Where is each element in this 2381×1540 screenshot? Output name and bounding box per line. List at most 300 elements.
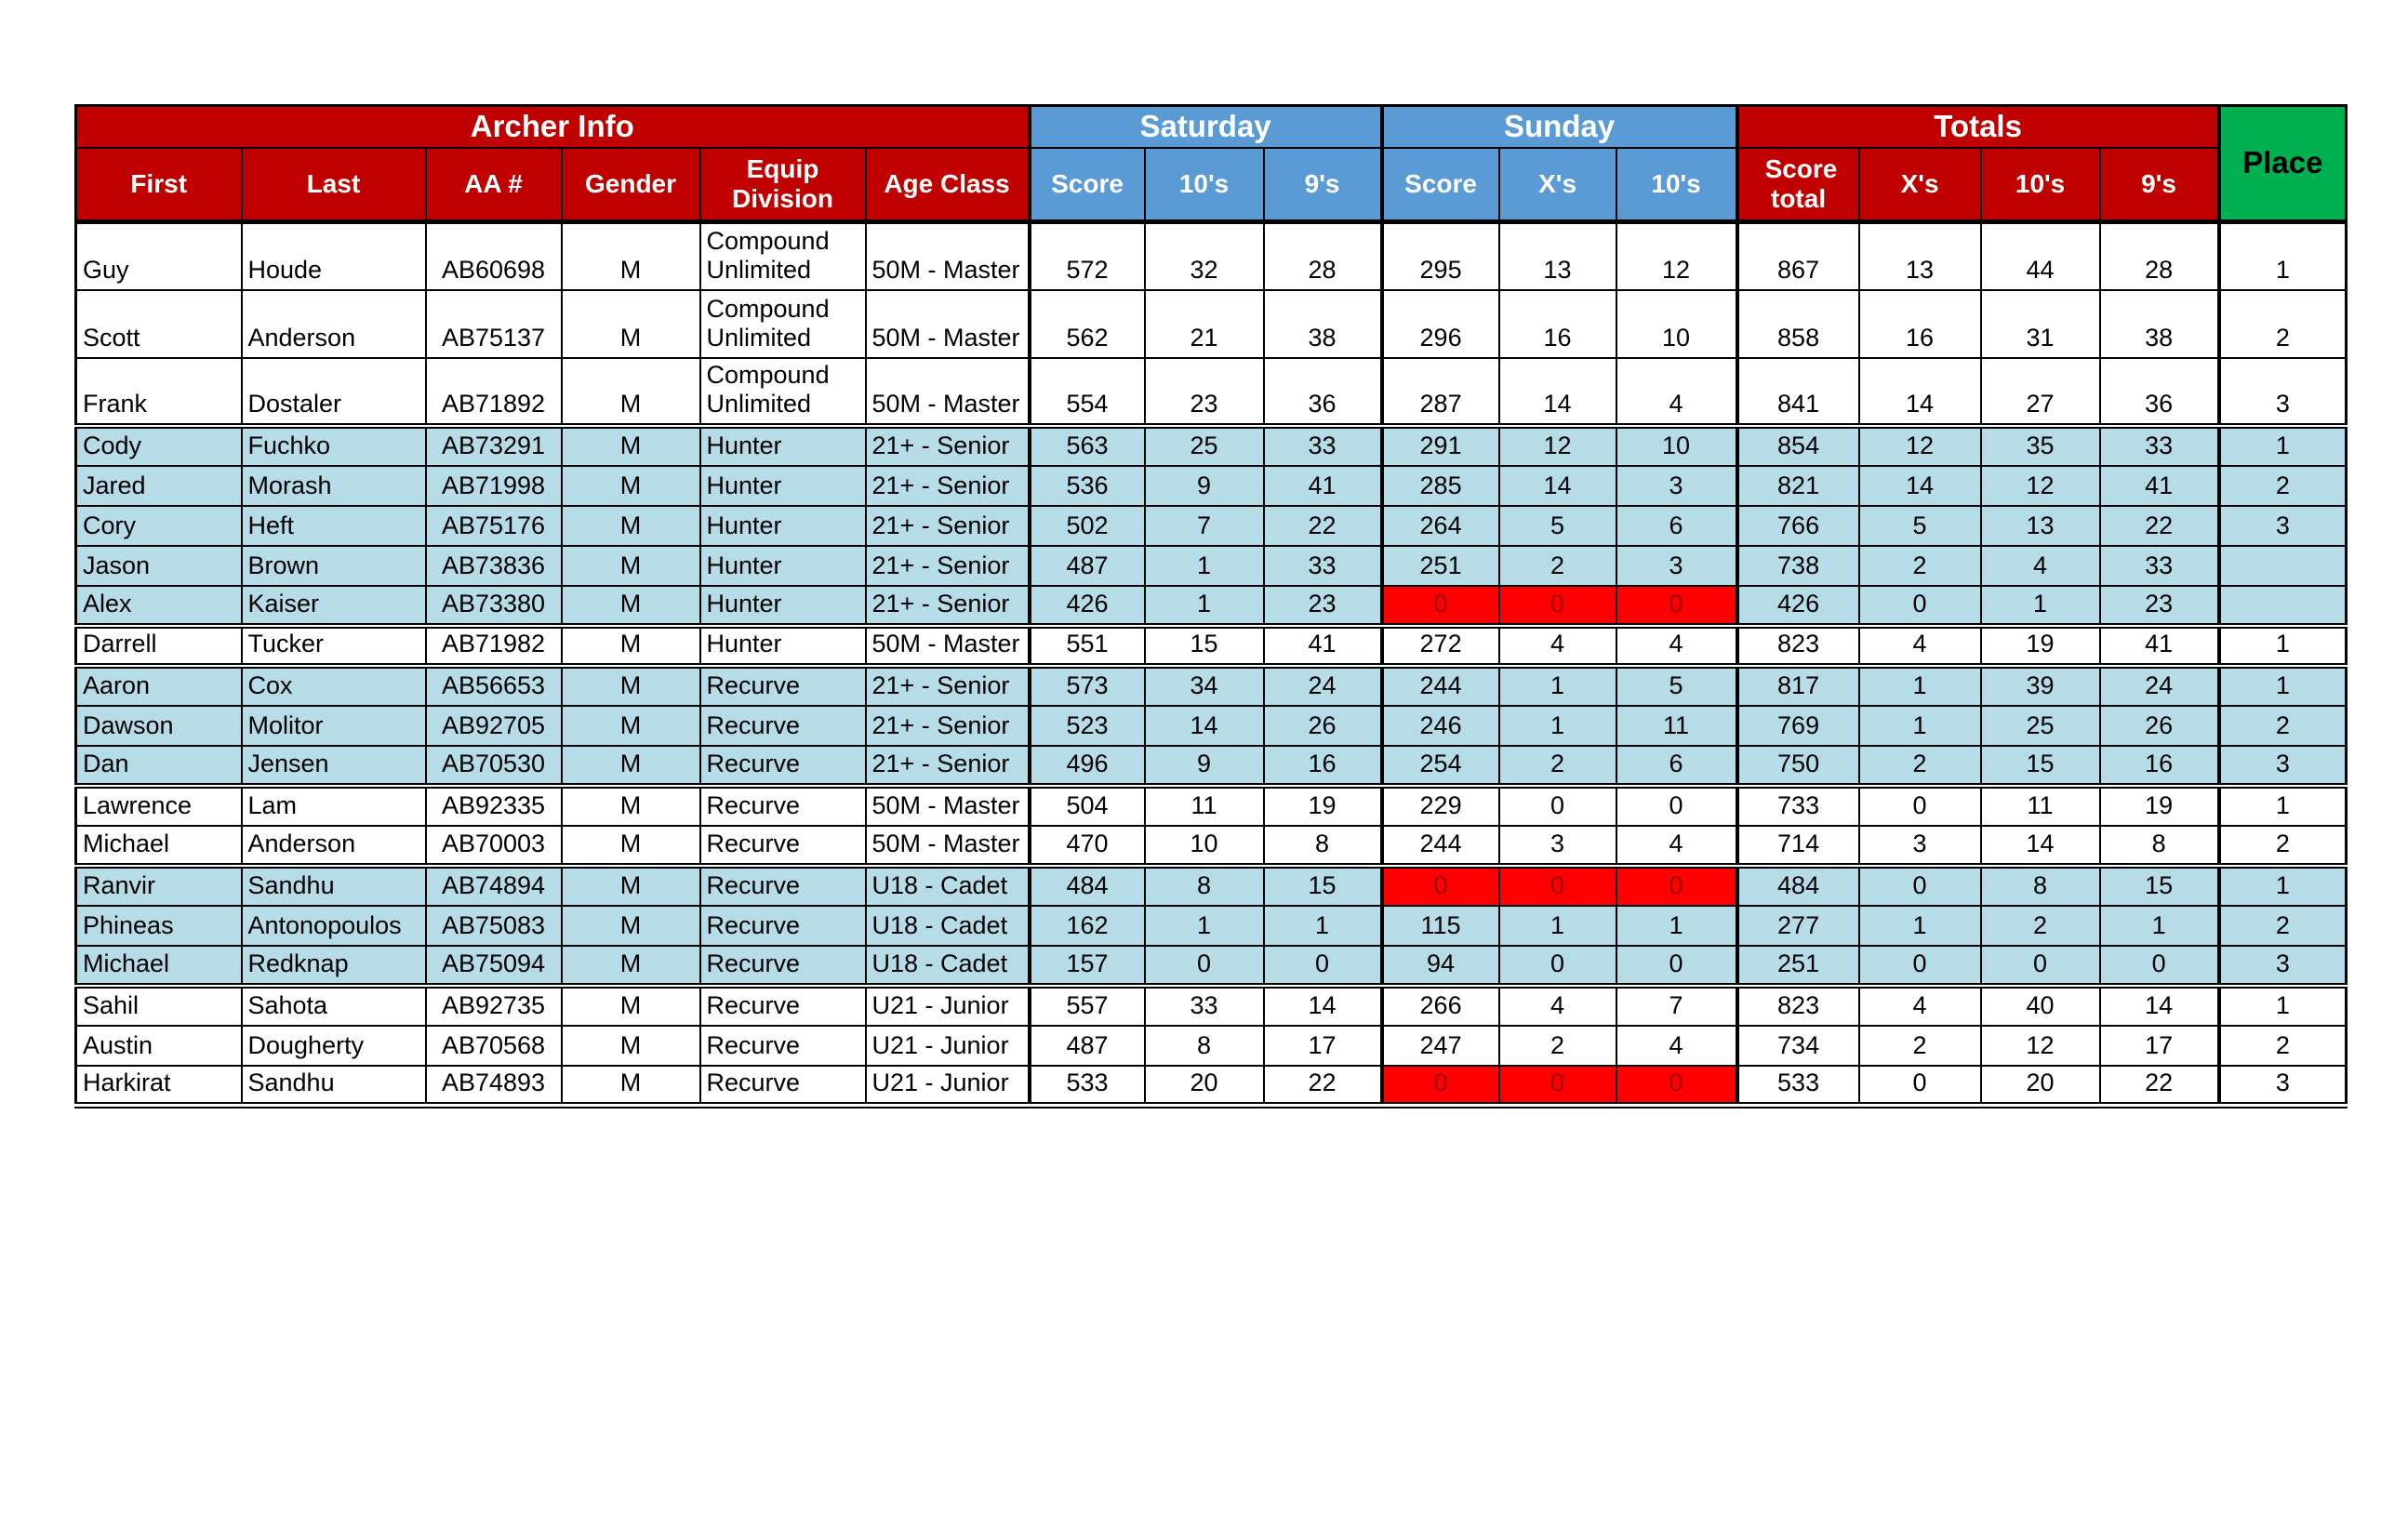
cell-last: Tucker bbox=[242, 626, 426, 666]
cell-gender: M bbox=[562, 586, 700, 626]
cell-tot-10: 39 bbox=[1981, 666, 2100, 706]
column-header-totals-9s: 9's bbox=[2100, 148, 2219, 222]
cell-sat-9: 14 bbox=[1264, 986, 1382, 1026]
cell-tot-score: 738 bbox=[1737, 546, 1859, 586]
cell-last: Brown bbox=[242, 546, 426, 586]
cell-sat-score: 573 bbox=[1030, 666, 1145, 706]
cell-tot-x: 14 bbox=[1859, 358, 1981, 426]
cell-tot-10: 12 bbox=[1981, 1026, 2100, 1066]
cell-tot-x: 2 bbox=[1859, 746, 1981, 786]
cell-sun-10: 7 bbox=[1616, 986, 1737, 1026]
table-row bbox=[76, 586, 2347, 626]
cell-sat-score: 484 bbox=[1030, 866, 1145, 906]
cell-tot-score: 251 bbox=[1737, 946, 1859, 986]
cell-age: 50M - Master bbox=[866, 358, 1030, 426]
cell-tot-9: 22 bbox=[2100, 506, 2219, 546]
cell-age: 21+ - Senior bbox=[866, 586, 1030, 626]
group-header-totals: Totals bbox=[1737, 106, 2219, 148]
cell-sat-10: 15 bbox=[1145, 626, 1264, 666]
cell-sun-score: 0 bbox=[1382, 586, 1499, 626]
cell-aa: AB73380 bbox=[426, 586, 562, 626]
cell-place: 2 bbox=[2219, 466, 2347, 506]
cell-gender: M bbox=[562, 746, 700, 786]
cell-age: U21 - Junior bbox=[866, 1026, 1030, 1066]
cell-sat-score: 551 bbox=[1030, 626, 1145, 666]
cell-sat-10: 7 bbox=[1145, 506, 1264, 546]
cell-sat-score: 502 bbox=[1030, 506, 1145, 546]
cell-sun-x: 1 bbox=[1499, 906, 1616, 946]
cell-sat-9: 41 bbox=[1264, 466, 1382, 506]
cell-tot-9: 0 bbox=[2100, 946, 2219, 986]
cell-age: U21 - Junior bbox=[866, 986, 1030, 1026]
cell-tot-9: 36 bbox=[2100, 358, 2219, 426]
cell-sun-x: 12 bbox=[1499, 426, 1616, 466]
cell-sun-score: 244 bbox=[1382, 666, 1499, 706]
cell-age: 21+ - Senior bbox=[866, 426, 1030, 466]
cell-sun-score: 285 bbox=[1382, 466, 1499, 506]
cell-gender: M bbox=[562, 946, 700, 986]
cell-gender: M bbox=[562, 358, 700, 426]
cell-sat-9: 41 bbox=[1264, 626, 1382, 666]
cell-last: Houde bbox=[242, 222, 426, 290]
table-row bbox=[76, 986, 2347, 1026]
cell-sun-10: 6 bbox=[1616, 746, 1737, 786]
cell-tot-score: 277 bbox=[1737, 906, 1859, 946]
cell-first: Lawrence bbox=[76, 786, 242, 826]
table-row bbox=[76, 426, 2347, 466]
cell-sun-x: 14 bbox=[1499, 358, 1616, 426]
cell-sun-score: 287 bbox=[1382, 358, 1499, 426]
cell-first: Dan bbox=[76, 746, 242, 786]
cell-gender: M bbox=[562, 906, 700, 946]
cell-last: Anderson bbox=[242, 826, 426, 866]
cell-sun-x: 4 bbox=[1499, 986, 1616, 1026]
cell-aa: AB74894 bbox=[426, 866, 562, 906]
table-row bbox=[76, 786, 2347, 826]
table-body bbox=[76, 222, 2347, 1106]
cell-tot-x: 0 bbox=[1859, 866, 1981, 906]
cell-last: Molitor bbox=[242, 706, 426, 746]
cell-aa: AB56653 bbox=[426, 666, 562, 706]
cell-tot-score: 734 bbox=[1737, 1026, 1859, 1066]
cell-tot-9: 14 bbox=[2100, 986, 2219, 1026]
cell-tot-9: 19 bbox=[2100, 786, 2219, 826]
cell-sun-x: 1 bbox=[1499, 706, 1616, 746]
cell-sat-9: 22 bbox=[1264, 1066, 1382, 1106]
cell-sun-10: 0 bbox=[1616, 946, 1737, 986]
cell-sun-10: 4 bbox=[1616, 826, 1737, 866]
cell-last: Dougherty bbox=[242, 1026, 426, 1066]
cell-gender: M bbox=[562, 290, 700, 358]
cell-place: 3 bbox=[2219, 358, 2347, 426]
cell-tot-9: 8 bbox=[2100, 826, 2219, 866]
cell-aa: AB75176 bbox=[426, 506, 562, 546]
cell-aa: AB74893 bbox=[426, 1066, 562, 1106]
cell-sat-9: 17 bbox=[1264, 1026, 1382, 1066]
cell-sun-10: 4 bbox=[1616, 626, 1737, 666]
cell-tot-x: 2 bbox=[1859, 1026, 1981, 1066]
cell-equip: Compound Unlimited bbox=[700, 222, 866, 290]
cell-sun-score: 251 bbox=[1382, 546, 1499, 586]
cell-sun-x: 0 bbox=[1499, 866, 1616, 906]
cell-first: Michael bbox=[76, 826, 242, 866]
cell-sun-score: 254 bbox=[1382, 746, 1499, 786]
cell-sun-score: 272 bbox=[1382, 626, 1499, 666]
cell-sun-score: 295 bbox=[1382, 222, 1499, 290]
table-row bbox=[76, 866, 2347, 906]
cell-sun-10: 0 bbox=[1616, 1066, 1737, 1106]
cell-tot-9: 17 bbox=[2100, 1026, 2219, 1066]
cell-equip: Hunter bbox=[700, 426, 866, 466]
cell-last: Cox bbox=[242, 666, 426, 706]
cell-age: 21+ - Senior bbox=[866, 666, 1030, 706]
cell-equip: Recurve bbox=[700, 1026, 866, 1066]
cell-sat-10: 10 bbox=[1145, 826, 1264, 866]
cell-sun-score: 229 bbox=[1382, 786, 1499, 826]
cell-tot-x: 2 bbox=[1859, 546, 1981, 586]
cell-tot-score: 854 bbox=[1737, 426, 1859, 466]
cell-sun-x: 1 bbox=[1499, 666, 1616, 706]
cell-first: Guy bbox=[76, 222, 242, 290]
cell-sun-x: 0 bbox=[1499, 1066, 1616, 1106]
cell-tot-10: 44 bbox=[1981, 222, 2100, 290]
cell-equip: Hunter bbox=[700, 466, 866, 506]
cell-sun-x: 0 bbox=[1499, 786, 1616, 826]
cell-tot-10: 40 bbox=[1981, 986, 2100, 1026]
table-row bbox=[76, 1026, 2347, 1066]
cell-sat-9: 19 bbox=[1264, 786, 1382, 826]
cell-tot-9: 41 bbox=[2100, 466, 2219, 506]
cell-sat-10: 25 bbox=[1145, 426, 1264, 466]
cell-sat-9: 24 bbox=[1264, 666, 1382, 706]
cell-first: Harkirat bbox=[76, 1066, 242, 1106]
cell-sat-9: 33 bbox=[1264, 546, 1382, 586]
cell-sat-9: 0 bbox=[1264, 946, 1382, 986]
cell-tot-10: 31 bbox=[1981, 290, 2100, 358]
cell-sun-score: 266 bbox=[1382, 986, 1499, 1026]
cell-sun-10: 0 bbox=[1616, 866, 1737, 906]
cell-age: U18 - Cadet bbox=[866, 866, 1030, 906]
cell-sat-10: 11 bbox=[1145, 786, 1264, 826]
cell-place bbox=[2219, 546, 2347, 586]
cell-place bbox=[2219, 586, 2347, 626]
cell-gender: M bbox=[562, 986, 700, 1026]
cell-tot-x: 0 bbox=[1859, 946, 1981, 986]
table-row bbox=[76, 506, 2347, 546]
column-header-score-total: Score total bbox=[1737, 148, 1859, 222]
cell-sat-score: 470 bbox=[1030, 826, 1145, 866]
cell-aa: AB92335 bbox=[426, 786, 562, 826]
cell-sat-score: 426 bbox=[1030, 586, 1145, 626]
cell-tot-10: 14 bbox=[1981, 826, 2100, 866]
cell-sun-x: 4 bbox=[1499, 626, 1616, 666]
table-row bbox=[76, 290, 2347, 358]
cell-sun-score: 264 bbox=[1382, 506, 1499, 546]
cell-sat-9: 23 bbox=[1264, 586, 1382, 626]
cell-aa: AB71982 bbox=[426, 626, 562, 666]
cell-sun-10: 4 bbox=[1616, 358, 1737, 426]
cell-tot-score: 426 bbox=[1737, 586, 1859, 626]
cell-sun-10: 10 bbox=[1616, 290, 1737, 358]
cell-equip: Recurve bbox=[700, 826, 866, 866]
cell-tot-10: 20 bbox=[1981, 1066, 2100, 1106]
cell-gender: M bbox=[562, 1026, 700, 1066]
cell-sat-10: 32 bbox=[1145, 222, 1264, 290]
cell-sun-x: 2 bbox=[1499, 746, 1616, 786]
cell-age: 50M - Master bbox=[866, 626, 1030, 666]
cell-aa: AB71892 bbox=[426, 358, 562, 426]
cell-sun-10: 5 bbox=[1616, 666, 1737, 706]
cell-sun-score: 244 bbox=[1382, 826, 1499, 866]
cell-sat-score: 562 bbox=[1030, 290, 1145, 358]
cell-sat-10: 21 bbox=[1145, 290, 1264, 358]
cell-sat-10: 20 bbox=[1145, 1066, 1264, 1106]
cell-tot-x: 0 bbox=[1859, 586, 1981, 626]
cell-tot-x: 13 bbox=[1859, 222, 1981, 290]
column-header-saturday-10s: 10's bbox=[1145, 148, 1264, 222]
cell-aa: AB92735 bbox=[426, 986, 562, 1026]
cell-sun-x: 14 bbox=[1499, 466, 1616, 506]
cell-sun-x: 2 bbox=[1499, 1026, 1616, 1066]
cell-equip: Recurve bbox=[700, 1066, 866, 1106]
column-header-saturday-9s: 9's bbox=[1264, 148, 1382, 222]
cell-tot-x: 1 bbox=[1859, 706, 1981, 746]
cell-sun-x: 5 bbox=[1499, 506, 1616, 546]
cell-tot-score: 533 bbox=[1737, 1066, 1859, 1106]
cell-tot-9: 22 bbox=[2100, 1066, 2219, 1106]
cell-sun-10: 0 bbox=[1616, 586, 1737, 626]
cell-place: 1 bbox=[2219, 626, 2347, 666]
cell-tot-9: 15 bbox=[2100, 866, 2219, 906]
cell-last: Heft bbox=[242, 506, 426, 546]
cell-tot-score: 858 bbox=[1737, 290, 1859, 358]
column-header-age-class: Age Class bbox=[866, 148, 1030, 222]
cell-tot-10: 12 bbox=[1981, 466, 2100, 506]
cell-sat-score: 487 bbox=[1030, 1026, 1145, 1066]
cell-sun-10: 11 bbox=[1616, 706, 1737, 746]
cell-first: Jason bbox=[76, 546, 242, 586]
cell-age: 21+ - Senior bbox=[866, 506, 1030, 546]
column-header-equip-division: Equip Division bbox=[700, 148, 866, 222]
cell-tot-x: 1 bbox=[1859, 906, 1981, 946]
table-row bbox=[76, 666, 2347, 706]
cell-tot-score: 841 bbox=[1737, 358, 1859, 426]
cell-tot-10: 19 bbox=[1981, 626, 2100, 666]
cell-tot-x: 0 bbox=[1859, 786, 1981, 826]
column-header-sunday-xs: X's bbox=[1499, 148, 1616, 222]
cell-aa: AB73836 bbox=[426, 546, 562, 586]
table-row bbox=[76, 706, 2347, 746]
cell-tot-x: 0 bbox=[1859, 1066, 1981, 1106]
cell-first: Sahil bbox=[76, 986, 242, 1026]
cell-tot-10: 35 bbox=[1981, 426, 2100, 466]
cell-equip: Recurve bbox=[700, 866, 866, 906]
cell-tot-9: 16 bbox=[2100, 746, 2219, 786]
cell-gender: M bbox=[562, 466, 700, 506]
cell-sat-9: 33 bbox=[1264, 426, 1382, 466]
cell-sat-9: 28 bbox=[1264, 222, 1382, 290]
cell-tot-score: 867 bbox=[1737, 222, 1859, 290]
table-row bbox=[76, 466, 2347, 506]
cell-tot-10: 11 bbox=[1981, 786, 2100, 826]
cell-sun-x: 13 bbox=[1499, 222, 1616, 290]
cell-sun-x: 0 bbox=[1499, 946, 1616, 986]
cell-equip: Recurve bbox=[700, 786, 866, 826]
cell-sat-score: 572 bbox=[1030, 222, 1145, 290]
cell-tot-score: 823 bbox=[1737, 626, 1859, 666]
cell-tot-score: 733 bbox=[1737, 786, 1859, 826]
cell-equip: Compound Unlimited bbox=[700, 290, 866, 358]
cell-sat-score: 554 bbox=[1030, 358, 1145, 426]
cell-tot-x: 14 bbox=[1859, 466, 1981, 506]
cell-sat-score: 523 bbox=[1030, 706, 1145, 746]
cell-tot-9: 33 bbox=[2100, 546, 2219, 586]
column-header-gender: Gender bbox=[562, 148, 700, 222]
cell-aa: AB70568 bbox=[426, 1026, 562, 1066]
cell-last: Fuchko bbox=[242, 426, 426, 466]
cell-place: 2 bbox=[2219, 290, 2347, 358]
cell-first: Ranvir bbox=[76, 866, 242, 906]
cell-aa: AB92705 bbox=[426, 706, 562, 746]
cell-sat-10: 8 bbox=[1145, 1026, 1264, 1066]
table-row bbox=[76, 222, 2347, 290]
cell-tot-x: 12 bbox=[1859, 426, 1981, 466]
cell-sat-10: 0 bbox=[1145, 946, 1264, 986]
cell-place: 3 bbox=[2219, 946, 2347, 986]
cell-sat-score: 504 bbox=[1030, 786, 1145, 826]
cell-gender: M bbox=[562, 786, 700, 826]
cell-last: Dostaler bbox=[242, 358, 426, 426]
column-header-last: Last bbox=[242, 148, 426, 222]
cell-sat-9: 1 bbox=[1264, 906, 1382, 946]
cell-first: Cody bbox=[76, 426, 242, 466]
cell-sun-x: 3 bbox=[1499, 826, 1616, 866]
table-row bbox=[76, 826, 2347, 866]
cell-tot-score: 769 bbox=[1737, 706, 1859, 746]
table-header bbox=[76, 106, 2347, 222]
cell-age: 21+ - Senior bbox=[866, 706, 1030, 746]
cell-gender: M bbox=[562, 826, 700, 866]
cell-tot-x: 4 bbox=[1859, 626, 1981, 666]
cell-last: Morash bbox=[242, 466, 426, 506]
cell-place: 2 bbox=[2219, 706, 2347, 746]
cell-sat-10: 34 bbox=[1145, 666, 1264, 706]
cell-equip: Recurve bbox=[700, 986, 866, 1026]
cell-tot-x: 4 bbox=[1859, 986, 1981, 1026]
cell-last: Jensen bbox=[242, 746, 426, 786]
cell-tot-score: 821 bbox=[1737, 466, 1859, 506]
table-row bbox=[76, 1066, 2347, 1106]
cell-equip: Compound Unlimited bbox=[700, 358, 866, 426]
cell-last: Sandhu bbox=[242, 1066, 426, 1106]
cell-tot-9: 26 bbox=[2100, 706, 2219, 746]
cell-tot-9: 33 bbox=[2100, 426, 2219, 466]
column-header-totals-10s: 10's bbox=[1981, 148, 2100, 222]
cell-aa: AB60698 bbox=[426, 222, 562, 290]
cell-equip: Hunter bbox=[700, 586, 866, 626]
cell-aa: AB70003 bbox=[426, 826, 562, 866]
cell-tot-score: 714 bbox=[1737, 826, 1859, 866]
cell-tot-x: 1 bbox=[1859, 666, 1981, 706]
cell-sun-score: 115 bbox=[1382, 906, 1499, 946]
cell-sun-score: 94 bbox=[1382, 946, 1499, 986]
group-header-archer-info: Archer Info bbox=[76, 106, 1030, 148]
cell-sat-9: 22 bbox=[1264, 506, 1382, 546]
cell-sat-9: 16 bbox=[1264, 746, 1382, 786]
column-header-first: First bbox=[76, 148, 242, 222]
table-row bbox=[76, 626, 2347, 666]
cell-aa: AB75094 bbox=[426, 946, 562, 986]
cell-sun-10: 0 bbox=[1616, 786, 1737, 826]
cell-gender: M bbox=[562, 506, 700, 546]
cell-sun-x: 0 bbox=[1499, 586, 1616, 626]
cell-place: 3 bbox=[2219, 746, 2347, 786]
cell-gender: M bbox=[562, 546, 700, 586]
cell-gender: M bbox=[562, 626, 700, 666]
cell-first: Frank bbox=[76, 358, 242, 426]
column-header-sunday-score: Score bbox=[1382, 148, 1499, 222]
cell-aa: AB75137 bbox=[426, 290, 562, 358]
cell-age: 50M - Master bbox=[866, 826, 1030, 866]
cell-place: 2 bbox=[2219, 906, 2347, 946]
cell-aa: AB73291 bbox=[426, 426, 562, 466]
cell-equip: Hunter bbox=[700, 506, 866, 546]
column-header-totals-xs: X's bbox=[1859, 148, 1981, 222]
column-header-saturday-score: Score bbox=[1030, 148, 1145, 222]
cell-equip: Recurve bbox=[700, 706, 866, 746]
cell-tot-9: 41 bbox=[2100, 626, 2219, 666]
cell-tot-10: 25 bbox=[1981, 706, 2100, 746]
cell-sun-10: 4 bbox=[1616, 1026, 1737, 1066]
cell-tot-x: 5 bbox=[1859, 506, 1981, 546]
cell-sun-10: 3 bbox=[1616, 546, 1737, 586]
cell-sat-10: 1 bbox=[1145, 906, 1264, 946]
cell-sat-score: 533 bbox=[1030, 1066, 1145, 1106]
cell-last: Anderson bbox=[242, 290, 426, 358]
cell-place: 1 bbox=[2219, 666, 2347, 706]
cell-age: U18 - Cadet bbox=[866, 946, 1030, 986]
cell-tot-10: 2 bbox=[1981, 906, 2100, 946]
cell-first: Dawson bbox=[76, 706, 242, 746]
cell-place: 1 bbox=[2219, 866, 2347, 906]
cell-sat-10: 1 bbox=[1145, 546, 1264, 586]
cell-place: 1 bbox=[2219, 222, 2347, 290]
cell-tot-10: 0 bbox=[1981, 946, 2100, 986]
cell-tot-9: 23 bbox=[2100, 586, 2219, 626]
cell-sun-x: 16 bbox=[1499, 290, 1616, 358]
cell-sat-score: 496 bbox=[1030, 746, 1145, 786]
cell-tot-9: 38 bbox=[2100, 290, 2219, 358]
cell-tot-9: 1 bbox=[2100, 906, 2219, 946]
cell-last: Kaiser bbox=[242, 586, 426, 626]
cell-tot-score: 766 bbox=[1737, 506, 1859, 546]
cell-tot-10: 8 bbox=[1981, 866, 2100, 906]
cell-gender: M bbox=[562, 866, 700, 906]
cell-last: Lam bbox=[242, 786, 426, 826]
cell-sat-9: 8 bbox=[1264, 826, 1382, 866]
cell-first: Michael bbox=[76, 946, 242, 986]
cell-sun-10: 10 bbox=[1616, 426, 1737, 466]
cell-sat-10: 33 bbox=[1145, 986, 1264, 1026]
results-table bbox=[74, 104, 2348, 1109]
cell-age: U18 - Cadet bbox=[866, 906, 1030, 946]
cell-last: Sahota bbox=[242, 986, 426, 1026]
cell-sat-10: 8 bbox=[1145, 866, 1264, 906]
column-header-sunday-10s: 10's bbox=[1616, 148, 1737, 222]
cell-age: 50M - Master bbox=[866, 786, 1030, 826]
cell-tot-10: 13 bbox=[1981, 506, 2100, 546]
cell-sun-10: 3 bbox=[1616, 466, 1737, 506]
